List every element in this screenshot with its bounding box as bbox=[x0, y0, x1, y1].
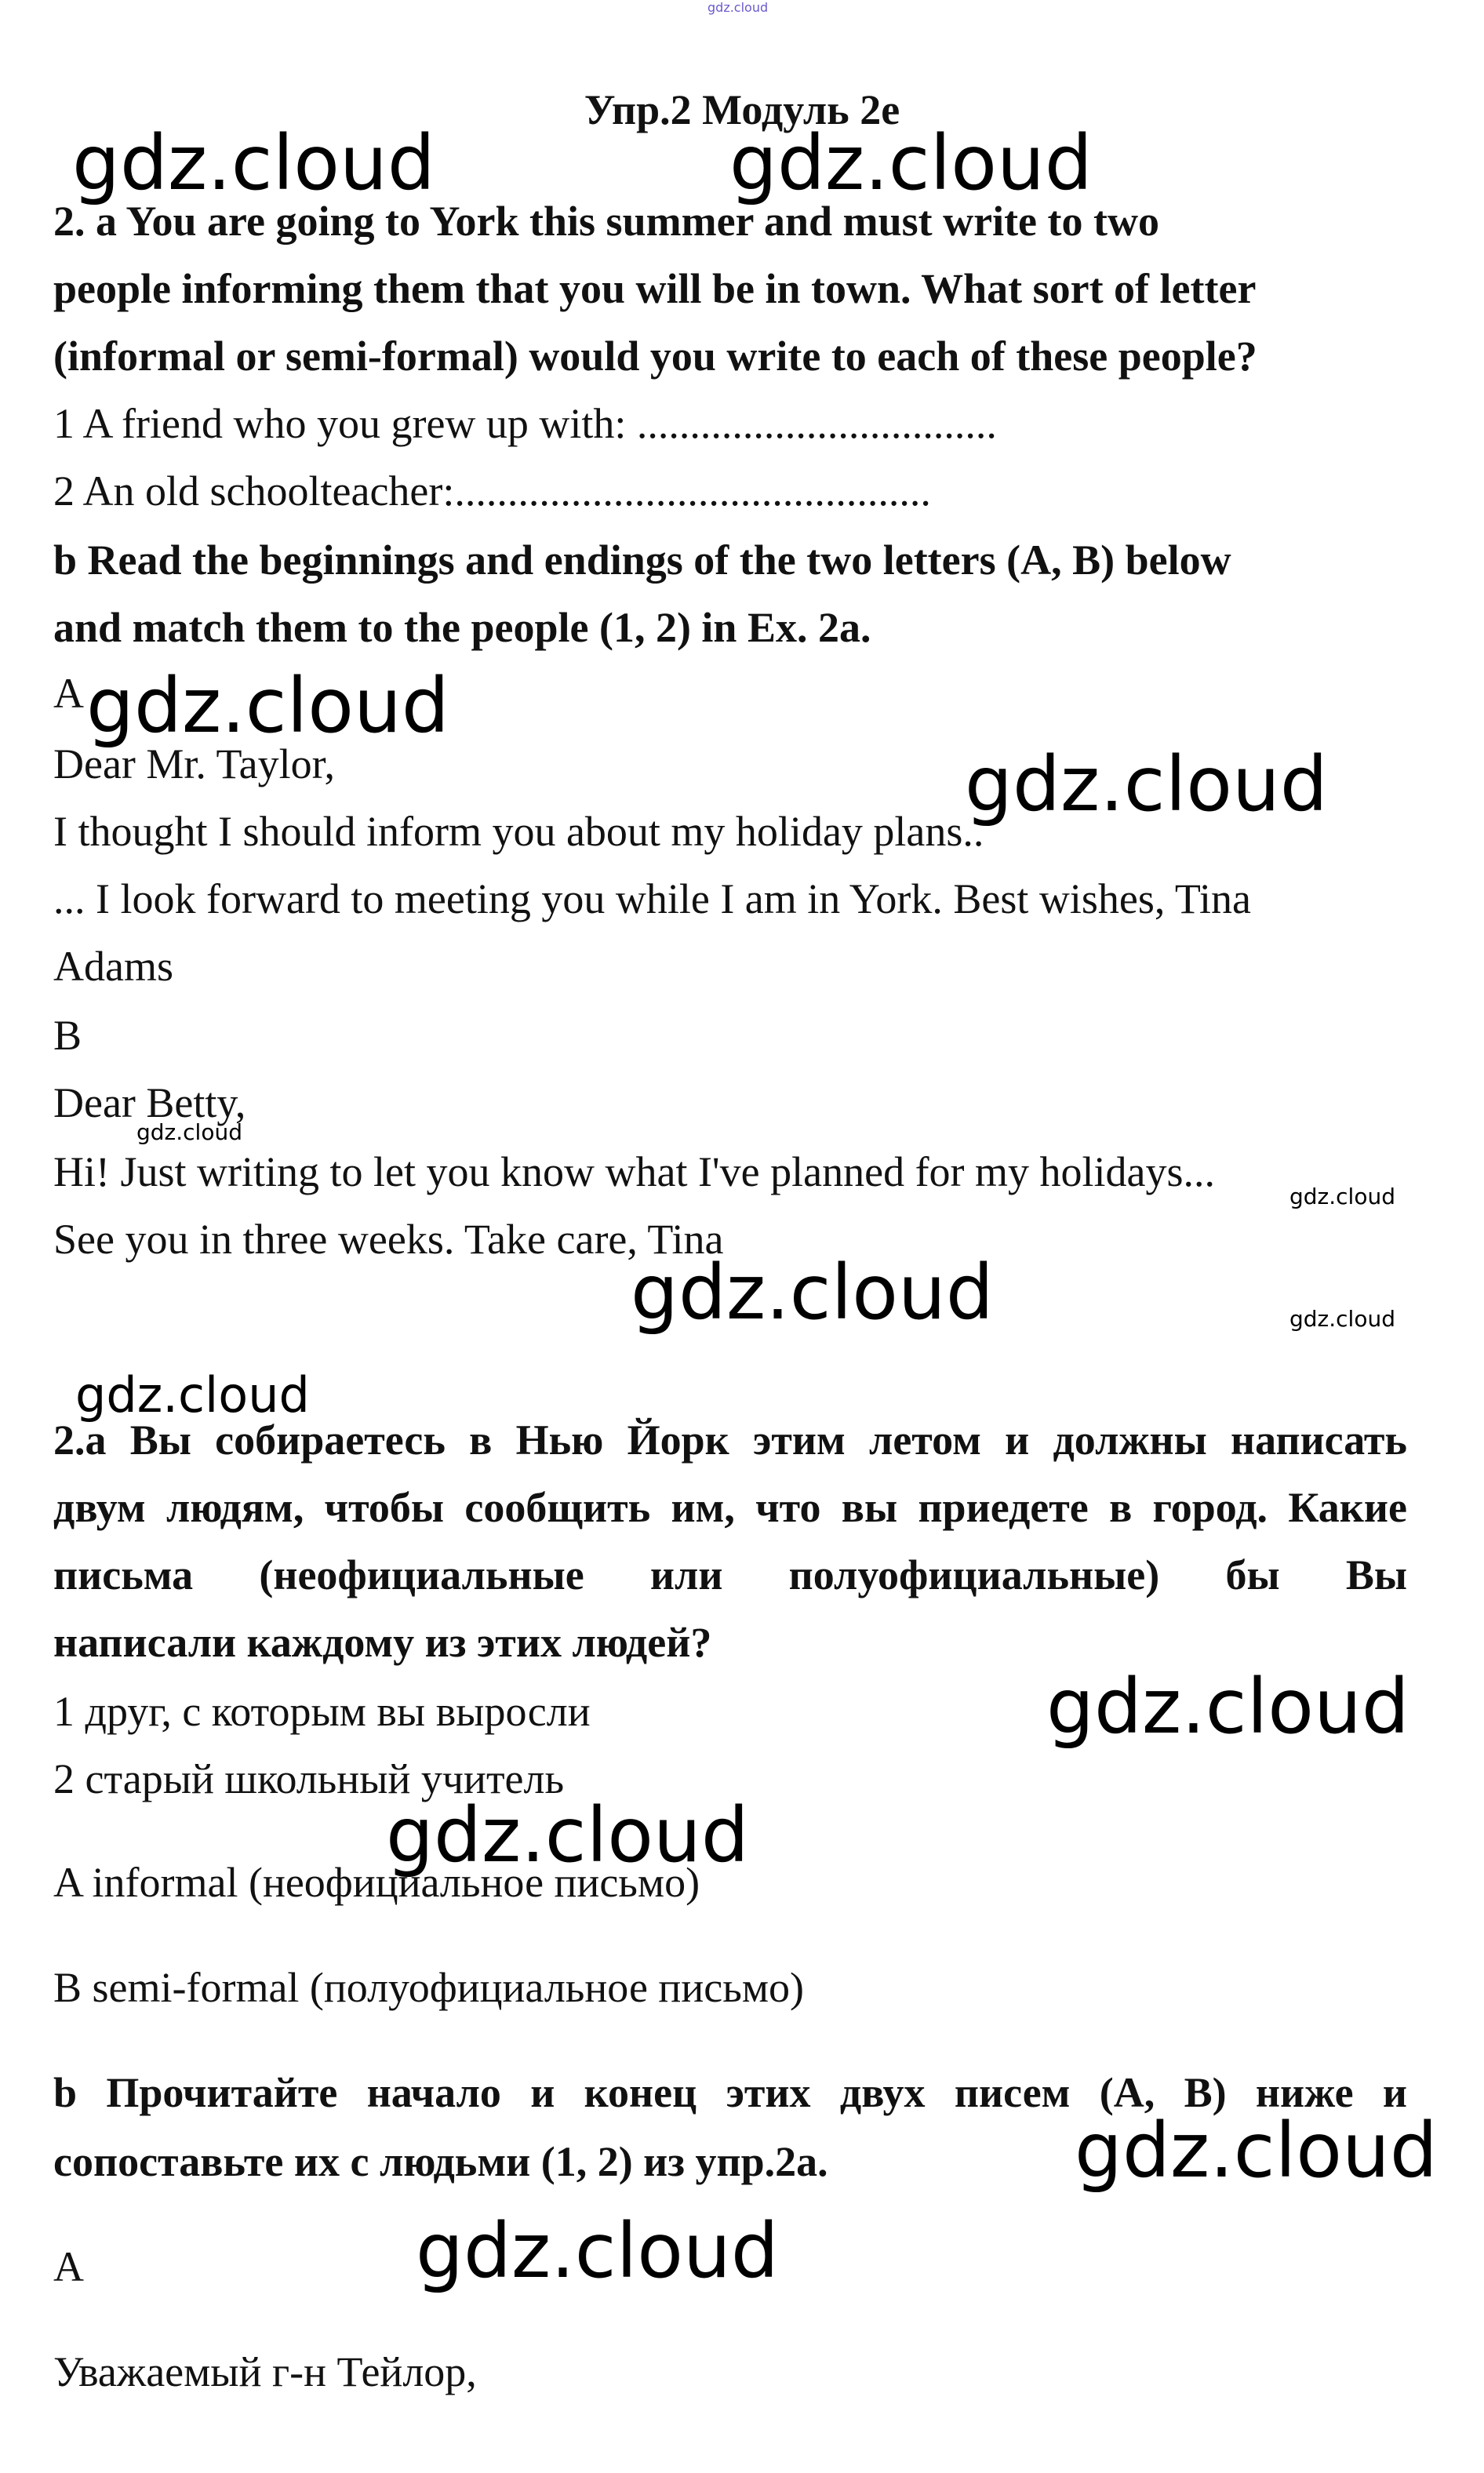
top-watermark: gdz.cloud bbox=[707, 0, 769, 15]
letter-b-line-2: See you in three weeks. Take care, Tina bbox=[53, 1216, 724, 1263]
letter-b-greeting: Dear Betty, bbox=[53, 1079, 246, 1126]
ru-task-b-line-1: b Прочитайте начало и конец этих двух писем (A, B) ниже и bbox=[53, 2069, 1407, 2116]
watermark-large: gdz.cloud bbox=[72, 119, 435, 207]
watermark-large: gdz.cloud bbox=[965, 740, 1328, 828]
ru-task-a-line-2: двум людям, чтобы сообщить им, что вы приедете в город. Какие bbox=[53, 1484, 1407, 1531]
letter-a-line-3: Adams bbox=[53, 943, 173, 990]
watermark-large: gdz.cloud bbox=[1075, 2107, 1438, 2195]
ru-letter-a-greeting: Уважаемый г-н Тейлор, bbox=[53, 2348, 477, 2395]
watermark-large: gdz.cloud bbox=[86, 662, 449, 750]
task-b-line-2: and match them to the people (1, 2) in Ex. 2a. bbox=[53, 604, 871, 651]
watermark-large: gdz.cloud bbox=[386, 1791, 749, 1879]
letter-a-label: A bbox=[53, 670, 84, 717]
ru-item-1: 1 друг, с которым вы выросли bbox=[53, 1688, 591, 1735]
watermark-medium: gdz.cloud bbox=[75, 1366, 310, 1424]
ru-answer-b: B semi-formal (полуофициальное письмо) bbox=[53, 1964, 804, 2011]
page-title: Упр.2 Модуль 2е bbox=[584, 86, 900, 133]
letter-a-line-2: ... I look forward to meeting you while I am in York. Best wishes, Tina bbox=[53, 875, 1251, 922]
ru-answer-a: A informal (неофициальное письмо) bbox=[53, 1859, 700, 1906]
watermark-small: gdz.cloud bbox=[1289, 1184, 1395, 1209]
letter-b-label: B bbox=[53, 1012, 82, 1059]
letter-a-line-1: I thought I should inform you about my holiday plans.. bbox=[53, 808, 984, 855]
watermark-large: gdz.cloud bbox=[1046, 1663, 1409, 1751]
letter-b-line-1: Hi! Just writing to let you know what I've planned for my holidays... bbox=[53, 1148, 1216, 1195]
task-a-line-2: people informing them that you will be in town. What sort of letter bbox=[53, 265, 1257, 312]
item-2: 2 An old schoolteacher:............................................. bbox=[53, 467, 931, 515]
ru-item-2: 2 старый школьный учитель bbox=[53, 1755, 565, 1802]
watermark-large: gdz.cloud bbox=[416, 2207, 779, 2295]
watermark-large: gdz.cloud bbox=[631, 1249, 994, 1337]
ru-task-a-line-4: написали каждому из этих людей? bbox=[53, 1619, 712, 1666]
letter-a-greeting: Dear Mr. Taylor, bbox=[53, 740, 335, 787]
watermark-small: gdz.cloud bbox=[136, 1119, 242, 1145]
ru-task-a-line-3: письма (неофициальные или полуофициальные) бы Вы bbox=[53, 1551, 1407, 1598]
task-a-line-3: (informal or semi-formal) would you write to each of these people? bbox=[53, 333, 1257, 380]
ru-letter-a-label: A bbox=[53, 2243, 84, 2290]
task-a-line-1: 2. a You are going to York this summer and must write to two bbox=[53, 198, 1159, 245]
task-b-line-1: b Read the beginnings and endings of the two letters (A, B) below bbox=[53, 536, 1231, 584]
item-1: 1 A friend who you grew up with: .................................. bbox=[53, 400, 997, 447]
watermark-small: gdz.cloud bbox=[1289, 1306, 1395, 1332]
ru-task-b-line-2: сопоставьте их с людьми (1, 2) из упр.2а. bbox=[53, 2138, 828, 2185]
ru-task-a-line-1: 2.а Вы собираетесь в Нью Йорк этим летом и должны написать bbox=[53, 1417, 1407, 1464]
watermark-large: gdz.cloud bbox=[729, 119, 1093, 207]
